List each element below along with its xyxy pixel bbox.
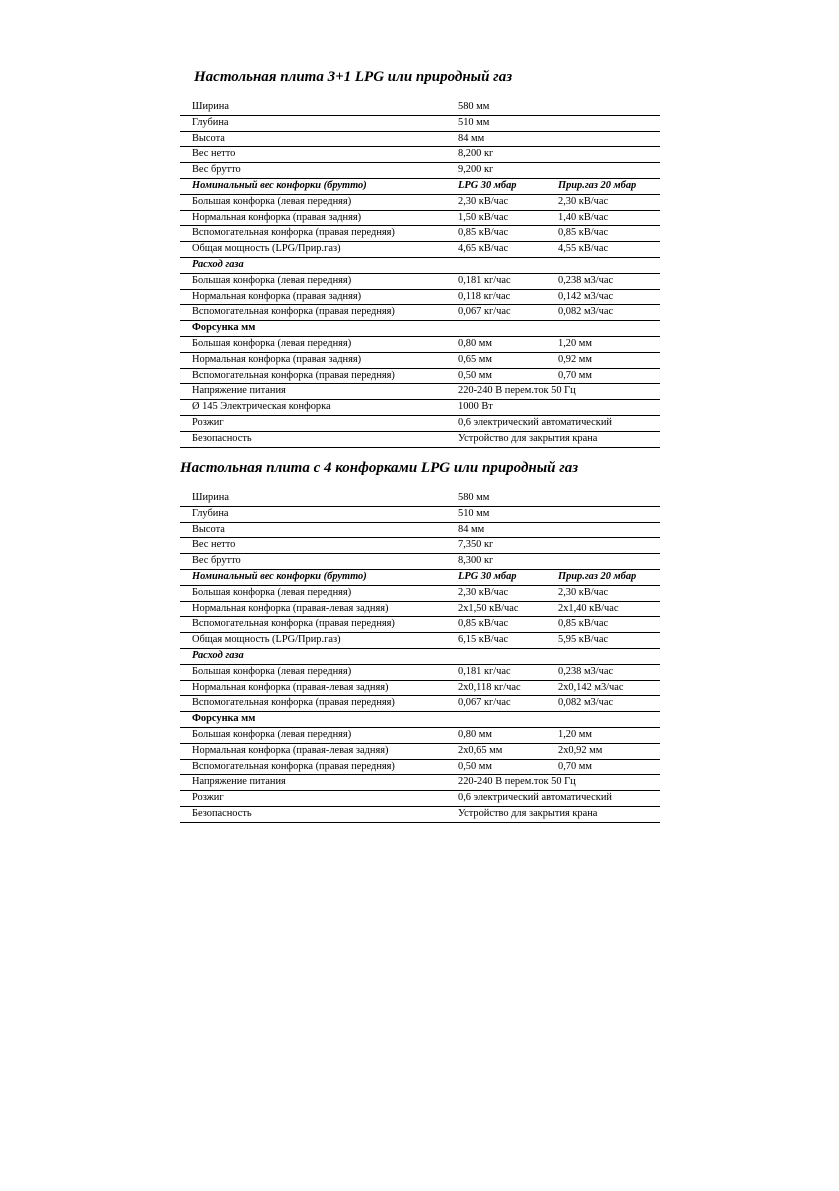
spec-value-lpg: 2x0,65 мм: [446, 743, 546, 759]
spec-value-lpg: 0,65 мм: [446, 352, 546, 368]
section-title: Настольная плита с 4 конфорками LPG или природный газ: [180, 460, 579, 476]
spec-label: Вес нетто: [180, 147, 446, 163]
spec-table: [180, 491, 660, 823]
spec-row: [180, 775, 660, 791]
spec-row: [180, 727, 660, 743]
spec-value-lpg: 0,181 кг/час: [446, 273, 546, 289]
spec-value-lpg: 0,067 кг/час: [446, 305, 546, 321]
spec-value: 510 мм: [446, 115, 660, 131]
spec-value-natural-gas: 0,238 м3/час: [546, 664, 660, 680]
spec-label: Вспомогательная конфорка (правая передняя): [180, 759, 446, 775]
spec-value-lpg: 0,181 кг/час: [446, 664, 546, 680]
spec-row: [180, 210, 660, 226]
spec-value: 220-240 В перем.ток 50 Гц: [446, 384, 660, 400]
spec-row: [180, 491, 660, 506]
spec-row: [180, 791, 660, 807]
spec-value: 220-240 В перем.ток 50 Гц: [446, 775, 660, 791]
spec-row: [180, 100, 660, 115]
spec-label: Расход газа: [180, 648, 446, 664]
spec-row: [180, 633, 660, 649]
spec-value: 580 мм: [446, 100, 660, 115]
spec-row: [180, 147, 660, 163]
spec-value-lpg: 0,85 кВ/час: [446, 617, 546, 633]
spec-row: [180, 585, 660, 601]
spec-value: 1000 Вт: [446, 400, 660, 416]
spec-row: [180, 696, 660, 712]
spec-row: [180, 321, 660, 337]
spec-value-lpg: 0,85 кВ/час: [446, 226, 546, 242]
spec-label: Форсунка мм: [180, 712, 446, 728]
spec-table: [180, 100, 660, 448]
spec-row: [180, 242, 660, 258]
spec-value-lpg: 6,15 кВ/час: [446, 633, 546, 649]
spec-row: [180, 743, 660, 759]
spec-label: Большая конфорка (левая передняя): [180, 585, 446, 601]
spec-value-natural-gas: 5,95 кВ/час: [546, 633, 660, 649]
spec-label: Расход газа: [180, 257, 446, 273]
spec-label: Безопасность: [180, 431, 446, 447]
spec-value: 0,6 электрический автоматический: [446, 791, 660, 807]
spec-label: Высота: [180, 522, 446, 538]
spec-row: [180, 431, 660, 447]
spec-value-natural-gas: 4,55 кВ/час: [546, 242, 660, 258]
spec-empty-cell: [446, 648, 660, 664]
spec-label: Розжиг: [180, 791, 446, 807]
spec-value-lpg: 2x1,50 кВ/час: [446, 601, 546, 617]
spec-row: [180, 194, 660, 210]
spec-label: Нормальная конфорка (правая задняя): [180, 352, 446, 368]
spec-label: Вспомогательная конфорка (правая передняя): [180, 226, 446, 242]
spec-value: Устройство для закрытия крана: [446, 431, 660, 447]
spec-value-natural-gas: Прир.газ 20 мбар: [546, 178, 660, 194]
spec-value: 84 мм: [446, 522, 660, 538]
spec-label: Вспомогательная конфорка (правая передняя): [180, 696, 446, 712]
spec-value: 8,300 кг: [446, 554, 660, 570]
spec-row: [180, 257, 660, 273]
spec-row: [180, 664, 660, 680]
spec-value-natural-gas: 2,30 кВ/час: [546, 194, 660, 210]
spec-value-lpg: 0,50 мм: [446, 759, 546, 775]
spec-label: Вес брутто: [180, 554, 446, 570]
spec-label: Нормальная конфорка (правая-левая задняя): [180, 743, 446, 759]
spec-row: [180, 601, 660, 617]
spec-value-natural-gas: 0,238 м3/час: [546, 273, 660, 289]
spec-value-natural-gas: 0,082 м3/час: [546, 696, 660, 712]
spec-row: [180, 226, 660, 242]
spec-label: Вспомогательная конфорка (правая передняя): [180, 368, 446, 384]
spec-row: [180, 712, 660, 728]
spec-row: [180, 273, 660, 289]
spec-value-natural-gas: 2x0,142 м3/час: [546, 680, 660, 696]
spec-empty-cell: [446, 257, 660, 273]
spec-value-lpg: 4,65 кВ/час: [446, 242, 546, 258]
spec-value-lpg: 0,067 кг/час: [446, 696, 546, 712]
spec-label: Вес брутто: [180, 163, 446, 179]
spec-value: 84 мм: [446, 131, 660, 147]
spec-label: Розжиг: [180, 415, 446, 431]
spec-row: [180, 522, 660, 538]
spec-value-lpg: 1,50 кВ/час: [446, 210, 546, 226]
spec-label: Большая конфорка (левая передняя): [180, 664, 446, 680]
spec-value-lpg: LPG 30 мбар: [446, 178, 546, 194]
spec-label: Форсунка мм: [180, 321, 446, 337]
spec-value: Устройство для закрытия крана: [446, 806, 660, 822]
spec-value-natural-gas: 2,30 кВ/час: [546, 585, 660, 601]
spec-label: Нормальная конфорка (правая задняя): [180, 210, 446, 226]
spec-row: [180, 352, 660, 368]
spec-label: Номинальный вес конфорки (брутто): [180, 569, 446, 585]
spec-value-natural-gas: 1,40 кВ/час: [546, 210, 660, 226]
spec-row: [180, 806, 660, 822]
spec-row: [180, 336, 660, 352]
spec-value-natural-gas: 1,20 мм: [546, 727, 660, 743]
spec-row: [180, 400, 660, 416]
spec-label: Нормальная конфорка (правая-левая задняя): [180, 601, 446, 617]
spec-row: [180, 178, 660, 194]
spec-value-natural-gas: Прир.газ 20 мбар: [546, 569, 660, 585]
spec-value-natural-gas: 0,142 м3/час: [546, 289, 660, 305]
spec-value-natural-gas: 2x0,92 мм: [546, 743, 660, 759]
spec-value-natural-gas: 0,082 м3/час: [546, 305, 660, 321]
spec-label: Большая конфорка (левая передняя): [180, 273, 446, 289]
spec-value-lpg: 2x0,118 кг/час: [446, 680, 546, 696]
spec-label: Вес нетто: [180, 538, 446, 554]
spec-label: Номинальный вес конфорки (брутто): [180, 178, 446, 194]
spec-label: Ширина: [180, 100, 446, 115]
spec-value-lpg: LPG 30 мбар: [446, 569, 546, 585]
spec-value: 580 мм: [446, 491, 660, 506]
spec-value-lpg: 2,30 кВ/час: [446, 194, 546, 210]
spec-value-lpg: 0,118 кг/час: [446, 289, 546, 305]
section-title: Настольная плита 3+1 LPG или природный газ: [194, 69, 513, 85]
spec-value: 9,200 кг: [446, 163, 660, 179]
spec-label: Напряжение питания: [180, 775, 446, 791]
spec-row: [180, 163, 660, 179]
spec-value: 0,6 электрический автоматический: [446, 415, 660, 431]
spec-label: Нормальная конфорка (правая задняя): [180, 289, 446, 305]
spec-value-lpg: 0,50 мм: [446, 368, 546, 384]
spec-label: Нормальная конфорка (правая-левая задняя): [180, 680, 446, 696]
spec-value-natural-gas: 0,85 кВ/час: [546, 617, 660, 633]
spec-label: Ø 145 Электрическая конфорка: [180, 400, 446, 416]
spec-row: [180, 115, 660, 131]
spec-label: Высота: [180, 131, 446, 147]
spec-label: Большая конфорка (левая передняя): [180, 727, 446, 743]
spec-label: Безопасность: [180, 806, 446, 822]
spec-value-natural-gas: 0,70 мм: [546, 759, 660, 775]
spec-value-natural-gas: 2x1,40 кВ/час: [546, 601, 660, 617]
spec-label: Вспомогательная конфорка (правая передняя): [180, 617, 446, 633]
spec-value: 510 мм: [446, 506, 660, 522]
spec-empty-cell: [446, 712, 660, 728]
spec-row: [180, 569, 660, 585]
spec-value: 8,200 кг: [446, 147, 660, 163]
spec-row: [180, 368, 660, 384]
spec-value-lpg: 2,30 кВ/час: [446, 585, 546, 601]
spec-row: [180, 305, 660, 321]
spec-label: Вспомогательная конфорка (правая передняя): [180, 305, 446, 321]
spec-label: Общая мощность (LPG/Прир.газ): [180, 242, 446, 258]
spec-row: [180, 289, 660, 305]
spec-row: [180, 415, 660, 431]
spec-value-natural-gas: 0,70 мм: [546, 368, 660, 384]
spec-row: [180, 131, 660, 147]
spec-empty-cell: [446, 321, 660, 337]
spec-value-lpg: 0,80 мм: [446, 336, 546, 352]
spec-value: 7,350 кг: [446, 538, 660, 554]
spec-value-natural-gas: 0,85 кВ/час: [546, 226, 660, 242]
spec-label: Большая конфорка (левая передняя): [180, 194, 446, 210]
spec-row: [180, 648, 660, 664]
spec-label: Общая мощность (LPG/Прир.газ): [180, 633, 446, 649]
spec-row: [180, 538, 660, 554]
spec-row: [180, 506, 660, 522]
spec-label: Большая конфорка (левая передняя): [180, 336, 446, 352]
spec-row: [180, 617, 660, 633]
spec-label: Глубина: [180, 115, 446, 131]
spec-row: [180, 759, 660, 775]
spec-row: [180, 680, 660, 696]
spec-row: [180, 384, 660, 400]
spec-value-natural-gas: 1,20 мм: [546, 336, 660, 352]
spec-value-natural-gas: 0,92 мм: [546, 352, 660, 368]
spec-row: [180, 554, 660, 570]
spec-label: Ширина: [180, 491, 446, 506]
spec-value-lpg: 0,80 мм: [446, 727, 546, 743]
spec-label: Глубина: [180, 506, 446, 522]
spec-label: Напряжение питания: [180, 384, 446, 400]
